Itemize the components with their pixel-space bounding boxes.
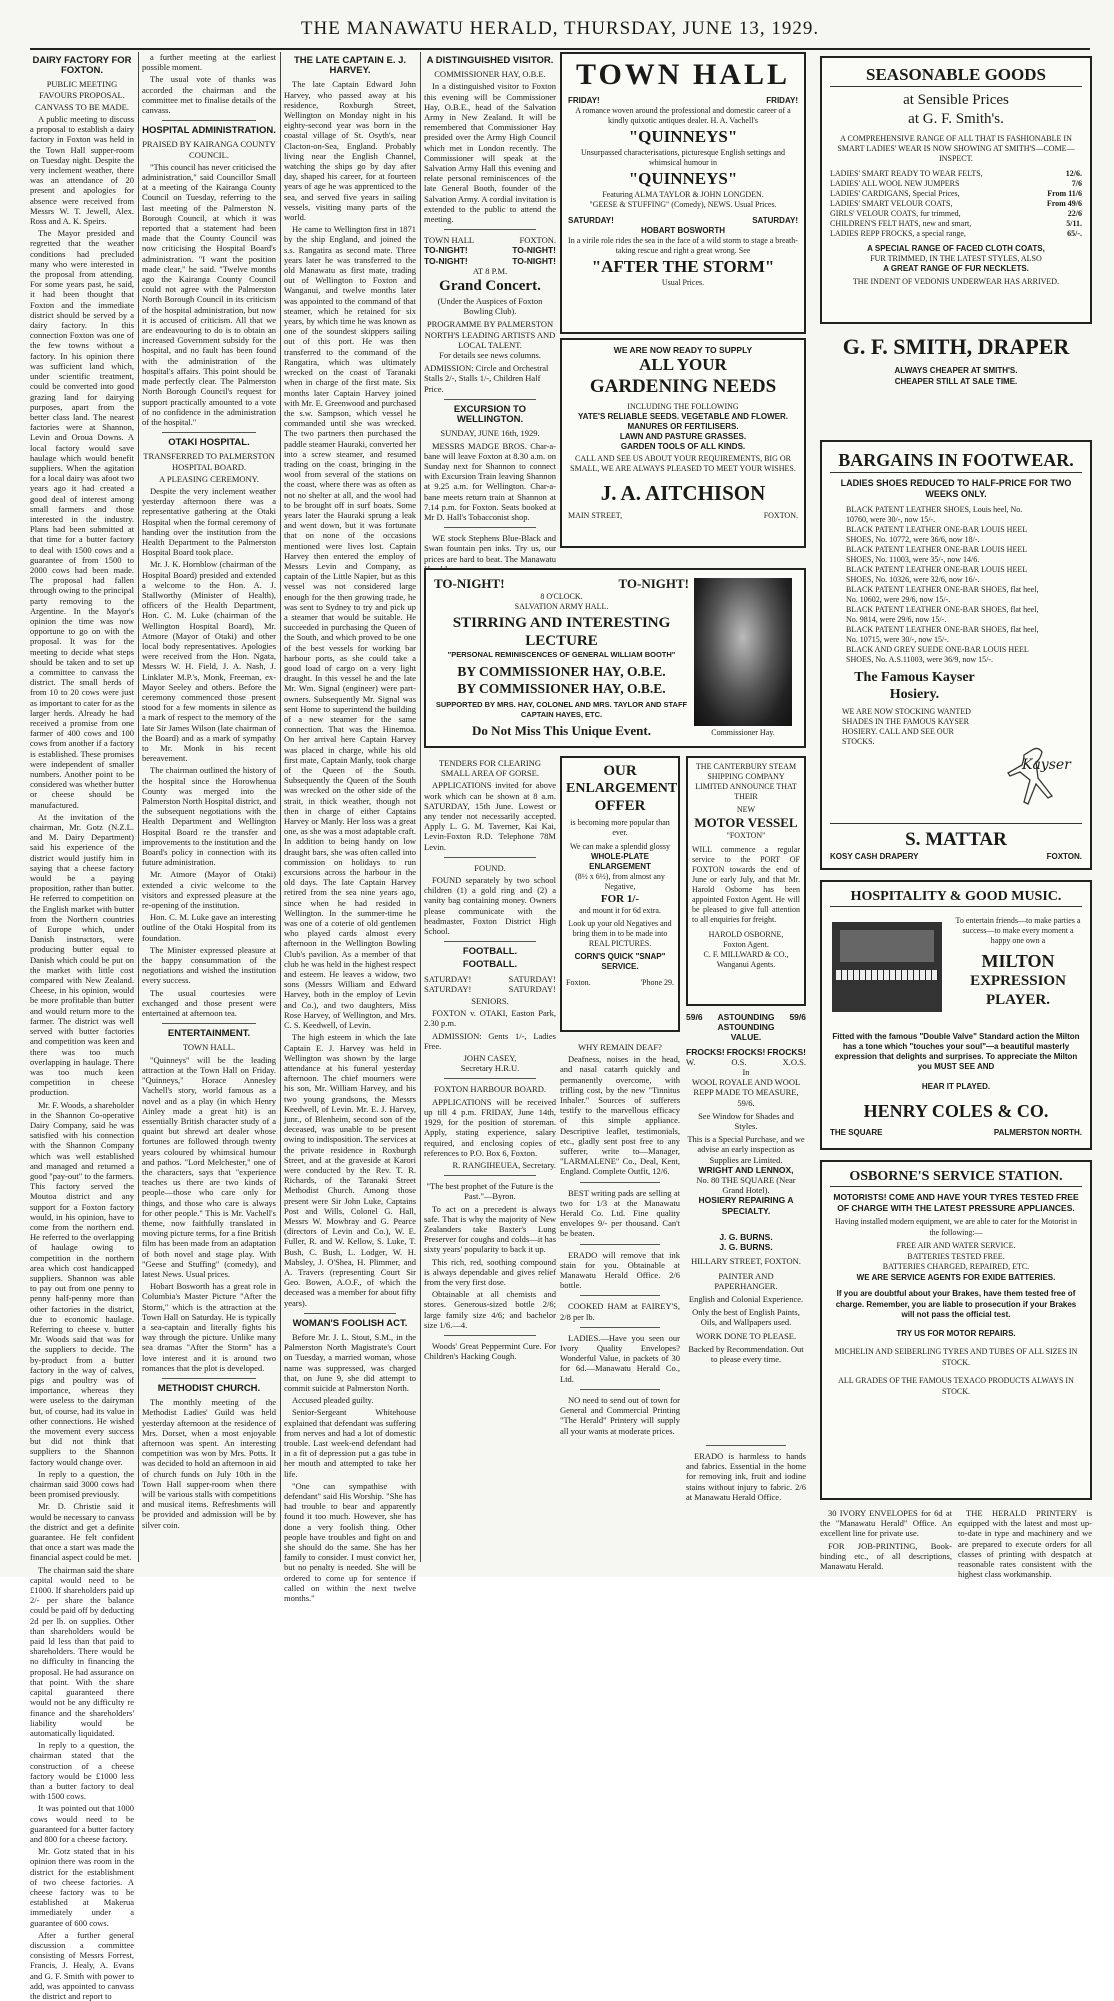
paragraph: Before Mr. J. L. Stout, S.M., in the Palmerston North Magistrate's Court on Tuesday, a married woman, whose name was suppressed, was charged that, on June 9, she did attempt to commit suicide at Palmerston North. bbox=[284, 1331, 416, 1393]
size: W. bbox=[686, 1056, 696, 1067]
separator bbox=[444, 1335, 536, 1336]
ad-headline: SEASONABLE GOODS bbox=[830, 64, 1082, 87]
column-rule bbox=[280, 52, 281, 1562]
size: X.O.S. bbox=[782, 1056, 806, 1067]
ad-line: A SPECIAL RANGE OF FACED CLOTH COATS, bbox=[867, 244, 1045, 253]
separator bbox=[162, 1023, 256, 1024]
signature: C. F. MILLWARD & CO., bbox=[703, 950, 789, 959]
ad-line: ALL GRADES OF THE FAMOUS TEXACO PRODUCTS ALWAYS IN STOCK. bbox=[838, 1376, 1074, 1396]
seasonable-goods-ad bbox=[820, 56, 1092, 324]
subheadline: TOWN HALL. bbox=[182, 1042, 236, 1053]
paragraph: Accused pleaded guilty. bbox=[292, 1395, 374, 1406]
tonight: TO-NIGHT! bbox=[512, 255, 556, 266]
signature: JOHN CASEY, bbox=[463, 1053, 517, 1064]
ad-headline: MOTOR VESSEL bbox=[694, 815, 798, 830]
quote: "The best prophet of the Future is the Past."—Byron. bbox=[426, 1181, 554, 1202]
town: FOXTON. bbox=[1046, 852, 1082, 861]
envelope-notice bbox=[820, 1508, 952, 1572]
merchant-name: G. F. SMITH, DRAPER bbox=[842, 334, 1070, 359]
paragraph: Deafness, noises in the head, and nasal catarrh quickly and permanently overcome, with trifling cost, by the new "Tinnitus Inhaler." Sources of sufferers testify to the marvellous efficacy of this simple appliance. Descriptive leaflet, testimonials, etc., gladly sent post free to any sufferer, write to—Manager, "LARMALENE" Co., Deal, Kent, England. Complete Outfit, 12/6. bbox=[560, 1054, 680, 1177]
separator bbox=[162, 120, 256, 121]
paragraph: Hobart Bosworth has a great role in Columbia's Master Picture "After the Storm," which is the attraction at the Town Hall on Saturday. He is typically a sea-captain and literally fights his way through the picture. Unlike many sea dramas "After the Storm" has a love interest and it is around two romances that the plot is developed. bbox=[142, 1281, 276, 1373]
film-intro: A romance woven around the professional and domestic career of a kindly quixotic antiques dealer. H. A. Vachell's bbox=[575, 106, 791, 125]
subheadline: PRAISED BY KAIRANGA COUNTY COUNCIL. bbox=[142, 139, 276, 160]
separator bbox=[444, 857, 536, 858]
list-item: BLACK PATENT LEATHER ONE-BAR SHOES, flat heel, No. 10602, were 29/6, now 15/-. bbox=[846, 585, 1039, 604]
headline: DAIRY FACTORY FOR FOXTON. bbox=[32, 55, 132, 77]
signature: Secretary H.R.U. bbox=[460, 1063, 520, 1074]
list-item: BLACK PATENT LEATHER ONE-BAR LOUIS HEEL SHOES, No. 10326, were 32/6, now 16/-. bbox=[846, 565, 1027, 584]
ad-line: CORN'S QUICK "SNAP" SERVICE. bbox=[574, 952, 666, 971]
concert-ad bbox=[424, 235, 556, 394]
signature: HAROLD OSBORNE, bbox=[708, 930, 784, 939]
product-name: EXPRESSION bbox=[970, 973, 1066, 989]
paragraph: FOR JOB-PRINTING, Book-binding etc., of all descriptions, Manawatu Herald. bbox=[820, 1540, 952, 1572]
ad-line: KOSY CASH DRAPERY bbox=[830, 852, 919, 861]
headline: A DISTINGUISHED VISITOR. bbox=[426, 55, 554, 66]
film-title: "QUINNEYS" bbox=[628, 127, 738, 146]
ad-line: GARDEN TOOLS OF ALL KINDS. bbox=[620, 442, 746, 451]
saturday: SATURDAY! bbox=[752, 216, 798, 225]
ad-line: In bbox=[742, 1067, 750, 1078]
column-4-bottom bbox=[424, 756, 556, 1566]
ad-line: THE INDENT OF VEDONIS UNDERWEAR HAS ARRIVED. bbox=[852, 277, 1060, 286]
ad-line: CALL AND SEE US ABOUT YOUR REQUIREMENTS, BIG OR SMALL, WE ARE ALWAYS PLEASED TO MEET YOUR WISHES. bbox=[570, 454, 796, 473]
column-3 bbox=[284, 52, 416, 1604]
ad-line: WE ARE SERVICE AGENTS FOR EXIDE BATTERIES. bbox=[856, 1272, 1056, 1282]
ad-line: BATTERIES TESTED FREE. bbox=[907, 1251, 1005, 1261]
subheadline: A PLEASING CEREMONY. bbox=[159, 473, 259, 484]
ad-line: WHOLE-PLATE ENLARGEMENT bbox=[589, 852, 651, 871]
signature: Wanganui Agents. bbox=[716, 960, 776, 969]
paragraph: a further meeting at the earliest possible moment. bbox=[142, 52, 276, 73]
paragraph: To act on a precedent is always safe. That is why the majority of New Zealanders take Baxter's Lung Preserver for coughs and colds—it has sixty years' popularity to back it up. bbox=[424, 1203, 556, 1255]
ad-line: If you are doubtful about your Brakes, have them tested free of charge. Remember, you are liable to prosecution if your Brakes will not pass the official test. bbox=[835, 1289, 1077, 1319]
film-featuring: Featuring ALMA TAYLOR & JOHN LONGDEN. bbox=[602, 190, 764, 199]
list-item: BLACK PATENT LEATHER SHOES, Louis heel, No. 10760, were 30/-, now 15/-. bbox=[846, 505, 1023, 524]
subheadline: SENIORS. bbox=[471, 996, 509, 1007]
film-star: HOBART BOSWORTH bbox=[641, 226, 725, 235]
ad-line: HEAR IT PLAYED. bbox=[921, 1082, 991, 1091]
draper-footer bbox=[820, 324, 1092, 414]
product-name: PLAYER. bbox=[985, 992, 1051, 1008]
ad-line: Fitted with the famous "Double Valve" Standard action the Milton has a tone which "touches your soul"—a beautiful masterly expression that delights and surprises. To appreciate the Milton you MUST SEE AND bbox=[832, 1032, 1080, 1071]
ad-line: WE ARE NOW READY TO SUPPLY bbox=[613, 345, 753, 355]
price-item: LADIES REPP FROCKS, a special range, 65/-. bbox=[830, 229, 1082, 238]
ad-line: YATE'S RELIABLE SEEDS. VEGETABLE AND FLOWER. bbox=[578, 412, 788, 421]
paragraph: "This council has never criticised the administration," said Councillor Small at a meeting of the Kairanga County Council on Tuesday, referring to the last meeting of the Palmerston N. Borough Council, at which it was reported that a statement had been made that the County Council was now criticising the Hospital Board's administration. "I want the position made clear," he said. "Twelve months ago the Kairanga County Council could not agree with the Palmerston North Borough Council in its criticism of the hospital administration, but now it is accused of criticism. All that we are endeavouring to do is to obtain an increased Government subsidy for the hospital, and no fault has been found with the administration of the hospital's affairs. This point should be made perfectly clear. The Palmerston North Borough Council's request for support practically amounted to a vote of no confidence in the administration of the hospital." bbox=[142, 161, 276, 427]
paragraph: The chairman said the share capital would need to be £1000. If shareholders paid up 2/- per share the balance could be paid off by deducting 2d per lb. on supplies. Other than shareholders would be paid ld less than that paid to shareholders. There would be no difficulty in financing the proposal. He had assurance on that point. With the share capital guaranteed there would not be any difficulty re finance and the shareholders' liability would be automatically liquidated. bbox=[30, 1564, 134, 1738]
ad-line: FUR TRIMMED, IN THE LATEST STYLES, ALSO bbox=[870, 254, 1042, 263]
ad-line: FREE AIR AND WATER SERVICE. bbox=[896, 1241, 1016, 1250]
paragraph: He came to Wellington first in 1871 by the ship England, and joined the s.s. Rangatira as second mate. Three years later he was transferred to the old Manawatu as first mate, trading out of Wellington to Foxton and Wanganui, and twelve months later was appointed to the command of that steamer, which he retained for six years, by which time he was known as one of the soundest skippers sailing out of this port. He was then transferred to the command of the Rangatira, which was ultimately wrecked on the coast of Taranaki when in charge of the first mate. Six months later Captain Harvey joined with Mr. E. Greenwood and purchased the s.w. Sampson, which vessel he commanded until she was wrecked. The two partners then purchased the paddle steamer Hauraki, converted her into a screw steamer, and resumed trading on the coast, bringing in the wool from several of the stations on the coast, where there was as often as not no shelter at all, and the wool had to be brought off in surf boats. Some years later the Hauraki sprung a leak and went down, but it was fortunate that on none of the occasions mentioned were lives lost. Captain Harvey then entered the employ of Messrs Levin and Company, as captain of the Little Napier, but as this vessel was not considered large enough for the then growing trade, he was sent to Sydney to try and pick up a steamer that would be suitable. He succeeded in purchasing the Queen of the South, and which proved to be one of the best vessels for working bar harbour ports, as she could take a good load of cargo on a very light draught. In this vessel he and the late Mr. Wm. Signal (engineer) were part-owners. Subsequently Mr. Signal was sent Home to superintend the building of a new steamer for the same connection. That was the Hinemoa. On her arrival here Captain Harvey was placed in charge, while his old first mate, Captain Manly, took charge of the Queen of the South. Subsequently the Queen of the South was wrecked on the other side of the strait, in thick weather, though not then in charge of either Captains Harvey or Manly. Her loss was a great one, as she was a most adaptable craft. In addition to being handy on low draught bars, she was often called into commission on holidays to run excursions across the harbour in the old days. The late Captain Harvey retired from the sea nine years ago, since when he had resided in Wellington. In the summer-time he was one of a coterie of old gentlemen who played cards almost every afternoon in the Wellington Bowling Club's pavilion. As a member of that club he was held in the highest respect and esteem. He leaves a widow, two sons (Messrs William and Edward Harvey, both in the employ of Levin and Co.), and two daughters, Miss Rose Harvey, of Wellington, and Mrs. C. S. Keedwell, of Levin. bbox=[284, 224, 416, 1031]
signature: Foxton Agent. bbox=[723, 940, 769, 949]
portrait-commissioner-hay bbox=[694, 578, 792, 726]
lecture-venue: SALVATION ARMY HALL. bbox=[514, 602, 609, 611]
shoe-list bbox=[830, 505, 1046, 665]
ad-line: and mount it for 6d extra. bbox=[579, 906, 661, 915]
ad-line: INCLUDING THE FOLLOWING bbox=[627, 402, 739, 411]
lecture-speaker: BY COMMISSIONER HAY, O.B.E. bbox=[457, 681, 666, 696]
tonight: TO-NIGHT! bbox=[618, 576, 689, 591]
ad-line: This is a Special Purchase, and we advise an early inspection as Supplies are Limited. bbox=[687, 1134, 805, 1165]
film-title: "AFTER THE STORM" bbox=[591, 257, 775, 276]
paragraph: The late Captain Edward John Harvey, who passed away at his residence, Roxburgh Street, Wellington on Monday night in his eighty-second year was born in the coastal village of St. Osyth's, near Clacton-on-Sea, England. Probably living near the English Channel, watching the ships go by day after day, shaped his career, for at fourteen years of age he was apprenticed to the sea, and served five years in sailing vessels, visiting many parts of the world. bbox=[284, 79, 416, 223]
column-rule bbox=[420, 52, 421, 1562]
ad-headline: OUR bbox=[603, 763, 637, 779]
separator bbox=[444, 1175, 536, 1176]
concert-programme: PROGRAMME BY PALMERSTON NORTH'S LEADING ARTISTS AND LOCAL TALENT. bbox=[424, 319, 556, 350]
address: THE SQUARE bbox=[830, 1128, 883, 1137]
concert-auspices: (Under the Auspices of Foxton Bowling Club). bbox=[437, 296, 543, 317]
saturday: SATURDAY! bbox=[568, 216, 614, 225]
ad-headline: HOSPITALITY & GOOD MUSIC. bbox=[830, 888, 1082, 907]
subheadline: SUNDAY, JUNE 16th, 1929. bbox=[440, 428, 540, 439]
price: 59/6 bbox=[686, 1012, 703, 1022]
ad-headline: GARDENING NEEDS bbox=[589, 376, 777, 397]
headline: FOXTON HARBOUR BOARD. bbox=[433, 1084, 546, 1095]
price-list bbox=[830, 169, 1082, 239]
tonight: TO-NIGHT! bbox=[424, 255, 468, 266]
paragraph: ADMISSION: Gents 1/-, Ladies Free. bbox=[424, 1030, 556, 1051]
ad-line: WOOL ROYALE AND WOOL REPP MADE TO MEASURE, 59/6. bbox=[691, 1077, 801, 1108]
portrait-caption: Commissioner Hay. bbox=[711, 728, 775, 737]
separator bbox=[580, 1182, 660, 1183]
lecture-time: 8 O'CLOCK. bbox=[540, 592, 583, 601]
paragraph: APPLICATIONS will be received up till 4 p.m. FRIDAY, June 14th, 1929, for the position of storeman. Apply, stating experience, salary required, and enclosing copies of references to P.O. Box 6, Foxton. bbox=[424, 1096, 556, 1158]
paragraph: The high esteem in which the late Captain E. J. Harvey was held in Wellington was shown by the large attendance at his funeral yesterday afternoon. The chief mourners were his son, Mr. William Harvey, and his two young grandsons, the Messrs Keedwell, of Levin. Mr. E. J. Harvey, junr., of Blenheim, second son of the deceased, was unable to be present owing to indisposition. The services at the private residence in Roxburgh Street, and at the graveside at Karori were conducted by the Rev. T. R. Richards, of the Taranaki Street Methodist Church. Among those present were Sir John Luke, Captains Post and Wills, Colonel G. Hall, Messrs W. Mowbray and G. Pearce (directors of Levin and Co.), W. E. Fuller, R. and W. Kellow, S. Luke, T. Bush, C. Bush, L. Lodger, W. H. Mabsley, J. O'Shea, H. Plimmer, and A. Travers (representing Court Sir Geo. Bowen, A.O.F., of which the deceased was a member for about fifty years). bbox=[284, 1032, 416, 1308]
film-title: "QUINNEYS" bbox=[628, 169, 738, 188]
gardening-ad bbox=[560, 338, 806, 548]
paragraph: THE HERALD PRINTERY is equipped with the latest and most up-to-date in type and machinery and we are prepared to execute orders for all classes of printing with despatch at reasonable rates consistent with the highest class workmanship. bbox=[958, 1508, 1092, 1580]
ad-line: CHEAPER STILL AT SALE TIME. bbox=[894, 377, 1018, 386]
masthead: THE MANAWATU HERALD, THURSDAY, JUNE 13, 1929. bbox=[30, 18, 1090, 50]
saturday: SATURDAY! bbox=[424, 983, 472, 994]
paragraph: Senior-Sergeant Whitehouse explained that defendant was suffering from nerves and had a lot of domestic trouble. Last week-end defendant had in a fit of depression put a gas tube in her mouth and attempted to take her life. bbox=[284, 1407, 416, 1479]
headline: FOOTBALL. bbox=[462, 959, 518, 971]
lecture-headline: STIRRING AND INTERESTING bbox=[452, 615, 671, 631]
footwear-ad bbox=[820, 440, 1092, 870]
paragraph: The usual vote of thanks was accorded the chairman and the committee met to finalise details of the canvass. bbox=[142, 74, 276, 116]
paragraph: After a further general discussion a committee consisting of Messrs Forrest, Francis, J. Healy, A. Evans and G. F. Smith with power to add, was appointed to canvass the district and report to bbox=[30, 1929, 134, 2001]
painter-ad bbox=[686, 1232, 806, 1432]
ad-line: ASTOUNDING bbox=[717, 1012, 775, 1022]
paragraph: In reply to a question, the chairman stated that the construction of a cheese factory would be £1000 less than a butter factory to deal with 1500 cows. bbox=[30, 1740, 134, 1802]
paragraph: Mr. D. Christie said it would be necessary to canvass the district and get a definite guarantee. He felt confident that once a start was made the financial aspect could be met. bbox=[30, 1501, 134, 1563]
ad-line: FROCKS! bbox=[686, 1046, 725, 1057]
ad-line: Only the best of English Paints, Oils, and Wallpapers used. bbox=[692, 1307, 800, 1328]
town-hall-ad bbox=[560, 52, 806, 334]
paragraph: WE stock Stephens Blue-Black and Swan fountain pen inks. Try us, our prices are hard to beat. The Manawatu bbox=[424, 533, 556, 564]
music-ad bbox=[820, 880, 1092, 1150]
price-item: CHILDREN'S FELT HATS, new and smart, 5/11. bbox=[830, 219, 1082, 228]
friday: FRIDAY! bbox=[766, 96, 798, 105]
column-5-bottom bbox=[560, 1040, 680, 1560]
ad-headline: OFFER bbox=[594, 798, 646, 814]
ad-line: WORK DONE TO PLEASE. bbox=[695, 1330, 797, 1341]
enlargement-ad bbox=[560, 756, 680, 1032]
saturday: SATURDAY! bbox=[424, 973, 472, 984]
separator bbox=[444, 399, 536, 400]
separator bbox=[162, 1378, 256, 1379]
column-4 bbox=[424, 52, 556, 652]
ad-line: NEW bbox=[736, 805, 756, 814]
town: Foxton. bbox=[566, 978, 591, 987]
headline: WHY REMAIN DEAF? bbox=[578, 1042, 662, 1052]
subheadline: COMMISSIONER HAY, O.B.E. bbox=[434, 69, 546, 80]
tonight: TO-NIGHT! bbox=[512, 245, 556, 256]
list-item: BLACK PATENT LEATHER ONE-BAR SHOES, flat heel, No. 9814, were 29/6, now 15/-. bbox=[846, 605, 1039, 624]
ad-line: PAINTER AND PAPERHANGER. bbox=[714, 1270, 778, 1291]
separator bbox=[444, 229, 536, 230]
printery-notice bbox=[958, 1508, 1092, 1580]
price-item: LADIES' ALL WOOL NEW JUMPERS 7/6 bbox=[830, 179, 1082, 188]
ad-line: MANURES OR FERTILISERS. bbox=[627, 422, 739, 431]
ad-line: ASTOUNDING bbox=[717, 1022, 775, 1033]
ad-line: FROCKS! bbox=[726, 1046, 766, 1057]
paragraph: "One can sympathise with defendant" said His Worship. "She has had trouble to bear and apparently found it too much. However, she has done a very foolish thing. Other people have troubles and fight on and she should do the same. She has her family to consider. I must convict her, but no penalty is needed. She will be ordered to come up for sentence if called on within the next twelve months." bbox=[284, 1480, 416, 1604]
subheadline: TRANSFERRED TO PALMERSTON HOSPITAL BOARD. bbox=[143, 451, 275, 472]
headline: ENTERTAINMENT. bbox=[167, 1028, 251, 1040]
lecture-support: SUPPORTED BY MRS. HAY, COLONEL AND MRS. TAYLOR AND STAFF CAPTAIN HAYES, ETC. bbox=[435, 700, 688, 719]
lecture-ad bbox=[424, 568, 806, 748]
friday: FRIDAY! bbox=[568, 96, 600, 105]
paragraph: APPLICATIONS invited for above work which can be shown at 8 a.m. SATURDAY, 15th June. Lowest or any tender not necessarily accepted. Apply L. G. M. Taverner, Kai Kai, Levin-Foxton R.D. Telephone 78M Levin. bbox=[424, 780, 556, 852]
column-rule bbox=[138, 52, 139, 1562]
paragraph: A public meeting to discuss a proposal to establish a dairy factory in Foxton was held in the Town Hall supper-room on Tuesday night. Despite the very inclement weather, there was an attendance of 20 present and apologies for absence were received from Messrs W. T. Jewell, Alex. Ross and A. K. Speirs. bbox=[30, 114, 134, 227]
ad-line: (8½ x 6½), from almost any Negative, bbox=[575, 872, 665, 891]
ad-line: LADIES SHOES REDUCED TO HALF-PRICE FOR TWO WEEKS ONLY. bbox=[840, 478, 1072, 499]
kayser-signature: Kayser bbox=[1022, 757, 1071, 773]
separator bbox=[580, 1244, 660, 1245]
lecture-speaker: BY COMMISSIONER HAY, O.B.E. bbox=[457, 664, 666, 679]
price-item: LADIES' CARDIGANS, Special Prices, From 11/6 bbox=[830, 189, 1082, 198]
ad-line: English and Colonial Experience. bbox=[688, 1294, 804, 1305]
paragraph: Mr. Gotz stated that in his opinion there was room in the district for the establishment of two cheese factories. A cheese factory was to be established at Makerua immediately under a guarantee of 600 cows. bbox=[30, 1846, 134, 1928]
headline: WOMAN'S FOOLISH ACT. bbox=[292, 1317, 408, 1329]
paragraph: "Quinneys" will be the leading attraction at the Town Hall on Friday. "Quinneys," Horace Annesley Vachell's story, world famous as a novel and as a play (in which Henry Ainley made a great hit) is an essentially British character study of a quaint but shrewd art dealer whose fortunes are followed through twenty years coloured by whimsical humour and pathos. "Lord Melchester," one of the characters, says that "experience teaches us there are two kinds of people—those who care only for things, and those who care is always for other people." This is Mr. Vachell's theme, now faithfully translated in moving picture terms, for a fine British film has been made from an adaptation of both novel and stage play. With "Geese and Stuffing" (comedy), and latest News. Usual prices. bbox=[142, 1054, 276, 1279]
price: 59/6 bbox=[789, 1012, 806, 1022]
town: FOXTON. bbox=[519, 235, 556, 246]
price-item: LADIES' SMART VELOUR COATS, From 49/6 bbox=[830, 199, 1082, 208]
motor-vessel-ad bbox=[686, 756, 806, 1006]
column-2 bbox=[142, 52, 276, 1562]
ad-headline: BARGAINS IN FOOTWEAR. bbox=[830, 448, 1082, 473]
address: No. 80 THE SQUARE (Near Grand Hotel). bbox=[696, 1175, 796, 1196]
list-item: BLACK PATENT LEATHER ONE-BAR LOUIS HEEL SHOES, No. 11003, were 35/-, now 14/6. bbox=[846, 545, 1027, 564]
headline: OTAKI HOSPITAL. bbox=[168, 437, 250, 449]
ad-line: ALWAYS CHEAPER AT SMITH'S. bbox=[894, 366, 1018, 375]
saturday: SATURDAY! bbox=[508, 983, 556, 994]
ad-line: LAWN AND PASTURE GRASSES. bbox=[619, 432, 747, 441]
street: MAIN STREET, bbox=[568, 511, 623, 520]
paragraph: Woods' Great Peppermint Cure. For Children's Hacking Cough. bbox=[424, 1340, 556, 1362]
ad-line: Backed by Recommendation. Out to please every time. bbox=[688, 1343, 804, 1365]
headline: FOOTBALL. bbox=[462, 946, 518, 958]
paragraph: FOXTON v. OTAKI, Easton Park, 2.30 p.m. bbox=[424, 1008, 556, 1029]
ad-headline: ENLARGEMENT bbox=[566, 781, 678, 796]
film-desc: In a virile role rides the sea in the face of a wild storm to stage a breath-taking rescue and right a great wrong. See bbox=[568, 236, 798, 255]
separator bbox=[444, 527, 536, 528]
paragraph: It was pointed out that 1000 cows would need to be guaranteed for a butter factory and 800 for a cheese factory. bbox=[30, 1803, 134, 1844]
ad-headline: The Famous Kayser Hosiery. bbox=[854, 670, 975, 702]
list-item: BLACK AND GREY SUEDE ONE-BAR LOUIS HEEL SHOES, No. A.S.11003, were 36/9, now 15/-. bbox=[846, 645, 1029, 664]
paragraph: Mr. J. K. Hornblow (chairman of the Hospital Board) presided and extended a welcome to the Hon. A. J. Stallworthy (Minister of Health), officers of the Health Department, Hon. C. M. Luke (chairman of the Wellington Hospital Board), Mr. Atmore (Mayor of Otaki) and other local body representatives. Apologies were received from the Hon. Ngata, Messrs W. H. Field, J. A. Nash, J. Linklater M.P.'s, Monk, Freeman, ex-Mayor Seeley and others. Before the ceremony commenced those present stood for a few moments in silence as a mark of respect to the memory of the late Sir James Wilson (late chairman of the Board) and as a mark of sympathy to Mr. Monk in his recent bereavement. bbox=[142, 559, 276, 764]
paragraph: At the invitation of the chairman, Mr. Gotz (N.Z.L. and M. Dairy Department) said his experience of the district would justify him in saying that a cheese factory would be a paying proposition, rather than butter. He referred to competition on the English market with butter from the Northern countries of Europe which, under Danish instructors, were producing butter equal to Danish which could be put on the market with little cost compared with New Zealand. Cheese, in his opinion, would be more profitable than butter and would return more to the farmer. The district was well served with butter factories and competition was keen and there was too much overlapping in haulage. There was too much keen competition in cheese production. bbox=[30, 811, 134, 1098]
ad-line: MICHELIN AND SEIBERLING TYRES AND TUBES OF ALL SIZES IN STOCK. bbox=[834, 1347, 1078, 1367]
paragraph: Obtainable at all chemists and stores. Generous-sized bottle 2/6; large family size 4/6; and bachelor size 1/6.—4. bbox=[424, 1289, 556, 1330]
film-desc: Unsurpassed characterisations, picturesque English settings and whimsical humour in bbox=[581, 148, 785, 167]
prices: Usual Prices. bbox=[661, 278, 705, 287]
ad-line: ALL YOUR bbox=[639, 355, 727, 374]
tonight: TO-NIGHT! bbox=[424, 245, 468, 256]
ad-line: at G. F. Smith's. bbox=[908, 111, 1004, 127]
signature: R. RANGIHEUEA, Secretary. bbox=[452, 1159, 556, 1170]
ad-line: Having installed modern equipment, we are able to cater for the Motorist in the following:— bbox=[835, 1217, 1077, 1237]
separator bbox=[580, 1327, 660, 1328]
ad-headline: OSBORNE'S SERVICE STATION. bbox=[830, 1168, 1082, 1187]
separator bbox=[706, 1445, 786, 1446]
ad-line: We can make a splendid glossy bbox=[570, 842, 670, 851]
subheadline: CANVASS TO BE MADE. bbox=[35, 101, 129, 112]
size: O.S. bbox=[731, 1056, 747, 1067]
paragraph: In a distinguished visitor to Foxton this evening will be Commissioner Hay, O.B.E., head of the Salvation Army in New Zealand. It will be remembered that Commissioner Hay presided over the Army High Council which met in London recently. The Commissioner will speak at the Salvation Army Hall this evening and relate personal reminiscences of the late General Booth, founder of the Salvation Army. A cordial invitation is extended to the public to attend the meeting. bbox=[424, 81, 556, 225]
separator bbox=[444, 941, 536, 942]
paragraph: BEST writing pads are selling at two for 1/3 at the Manawatu Herald Co. Ltd. Fine quality envelopes 9/- per thousand. Can't be beaten. bbox=[560, 1187, 680, 1239]
paragraph: In reply to a question, the chairman said 3000 cows had been promised previously. bbox=[30, 1468, 134, 1500]
ad-title: TOWN HALL bbox=[576, 58, 790, 91]
headline: FOUND. bbox=[474, 862, 506, 873]
ad-line: Look up your old Negatives and bring them in to be made into REAL PICTURES. bbox=[568, 919, 672, 948]
ad-line: is becoming more popular than ever. bbox=[570, 818, 670, 837]
ad-line: FROCKS! bbox=[767, 1046, 806, 1057]
ad-line: MOTORISTS! COME AND HAVE YOUR TYRES TESTED FREE OF CHARGE WITH THE LATEST PRESSURE APPLIANCES. bbox=[833, 1192, 1079, 1213]
separator bbox=[162, 432, 256, 433]
saturday: SATURDAY! bbox=[508, 973, 556, 984]
paragraph: NO need to send out of town for General and Commercial Printing "The Herald" Printery will supply all your wants at moderate prices. bbox=[560, 1394, 680, 1436]
ad-line: TRY US FOR MOTOR REPAIRS. bbox=[896, 1328, 1016, 1338]
ad-line: A GREAT RANGE OF FUR NECKLETS. bbox=[883, 264, 1029, 273]
merchant-name: HENRY COLES & CO. bbox=[863, 1101, 1049, 1121]
price: FOR 1/- bbox=[600, 893, 640, 905]
ad-line: See Window for Shades and Styles. bbox=[698, 1110, 794, 1132]
paragraph: Hon. C. M. Luke gave an interesting outline of the Otaki Hospital from its foundation. bbox=[142, 912, 276, 943]
separator bbox=[580, 1389, 660, 1390]
article-dairy-factory bbox=[30, 52, 134, 2001]
service-station-ad bbox=[820, 1160, 1092, 1500]
paragraph: Mr. Atmore (Mayor of Otaki) extended a civic welcome to the visitors and expressed pleasure at the re-opening of the institution. bbox=[142, 869, 276, 911]
ad-line: BATTERIES CHARGED, REPAIRED, ETC. bbox=[882, 1262, 1030, 1271]
merchant-name: S. MATTAR bbox=[905, 829, 1007, 850]
lecture-subtitle: "PERSONAL REMINISCENCES OF GENERAL WILLIAM BOOTH" bbox=[447, 650, 676, 659]
ad-line: To entertain friends—to make parties a success—to make every moment a happy one own a bbox=[955, 916, 1081, 945]
separator bbox=[580, 1295, 660, 1296]
address: HILLARY STREET, FOXTON. bbox=[691, 1256, 801, 1267]
price-item: GIRLS' VELOUR COATS, fur trimmed, 22/6 bbox=[830, 209, 1082, 218]
ad-line: THE CANTERBURY STEAM SHIPPING COMPANY LIMITED ANNOUNCE THAT THEIR bbox=[695, 762, 797, 801]
separator bbox=[444, 1078, 536, 1079]
player-piano-illustration bbox=[832, 922, 942, 1012]
concert-admission: ADMISSION: Circle and Orchestral Stalls 2/-, Stalls 1/-, Children Half Price. bbox=[424, 363, 549, 394]
headline: TENDERS FOR CLEARING SMALL AREA OF GORSE. bbox=[438, 758, 541, 779]
ad-line: at Sensible Prices bbox=[903, 92, 1009, 108]
merchant-name: J. A. AITCHISON bbox=[600, 481, 766, 505]
headline: EXCURSION TO WELLINGTON. bbox=[453, 403, 527, 426]
subheadline: PUBLIC MEETING FAVOURS PROPOSAL. bbox=[39, 79, 125, 100]
merchant-name: J. G. BURNS. bbox=[719, 1242, 773, 1253]
headline: HOSPITAL ADMINISTRATION. bbox=[142, 125, 276, 137]
phone: 'Phone 29. bbox=[640, 978, 674, 987]
lecture-tagline: Do Not Miss This Unique Event. bbox=[472, 723, 651, 738]
paragraph: Despite the very inclement weather yesterday afternoon there was a representative gathering at the Otaki Hospital when the formal ceremony of handing over the institution from the Health Department to the Palmerston Hospital Board took place. bbox=[142, 485, 276, 558]
paragraph: FOUND separately by two school children (1) a gold ring and (2) a vanity bag containing money. Owners please communicate with the headmaster, Foxton District High School. bbox=[424, 875, 556, 937]
price-item: LADIES' SMART READY TO WEAR FELTS, 12/6. bbox=[830, 169, 1082, 178]
headline: METHODIST CHURCH. bbox=[157, 1382, 261, 1394]
town: PALMERSTON NORTH. bbox=[993, 1128, 1082, 1137]
ad-line: HOSIERY REPAIRING A SPECIALTY. bbox=[698, 1195, 794, 1216]
paragraph: LADIES.—Have you seen our Ivory Quality Envelopes? Wonderful Value, in packets of 30 for 6d.—Manawatu Herald Co., Ltd. bbox=[560, 1332, 680, 1384]
merchant-name: WRIGHT AND LENNOX, bbox=[698, 1164, 794, 1175]
paragraph: The monthly meeting of the Methodist Ladies' Guild was held yesterday afternoon at the residence of Mrs. Dorset, when a most enjoyable afternoon was spent. An interesting competition was won by Mrs. Potts. It was decided to hold an afternoon in aid of church funds on July 10th in the Town Hall supper-room when there will be various stalls with competitions and musical items. Refreshments will be provided and admission will be by silver coin. bbox=[142, 1397, 276, 1530]
separator bbox=[304, 1313, 396, 1314]
lecture-headline: LECTURE bbox=[525, 633, 598, 649]
concert-title: Grand Concert. bbox=[439, 278, 541, 295]
paragraph: The Minister expressed pleasure at the happy consummation of the negotiations and wished the institution every success. bbox=[142, 944, 276, 986]
paragraph: This rich, red, soothing compound is always dependable and gives relief from the very first dose. bbox=[424, 1256, 556, 1287]
ad-line: VALUE. bbox=[730, 1032, 762, 1043]
dancer-illustration bbox=[1002, 742, 1072, 812]
paragraph: ERADO is harmless to hands and fabrics. Essential in the home for removing ink, fruit and iodine stains without injury to fabric. 2/6 at Manawatu Herald Office. bbox=[686, 1451, 806, 1502]
vessel-name: "FOXTON" bbox=[726, 831, 766, 840]
venue: TOWN HALL bbox=[424, 235, 475, 246]
paragraph: WILL commence a regular service to the PORT OF FOXTON towards the end of June or early July, and that Mr. Harold Osborne has been appointed Foxton Agent. He will be pleased to give full attention to all enquiries for freight. bbox=[692, 845, 800, 924]
paragraph: The usual courtesies were exchanged and those present were entertained at afternoon tea. bbox=[142, 987, 276, 1019]
headline: THE LATE CAPTAIN E. J. HARVEY. bbox=[293, 55, 407, 77]
tonight: TO-NIGHT! bbox=[434, 576, 505, 591]
paragraph: 30 IVORY ENVELOPES for 6d at the "Manawatu Herald" Office. An excellent line for private use. bbox=[820, 1508, 952, 1539]
frocks-ad bbox=[686, 1012, 806, 1222]
paragraph: ERADO will remove that ink stain for you. Obtainable at Manawatu Herald Office. 2/6 bottle. bbox=[560, 1249, 680, 1291]
ad-line: A COMPREHENSIVE RANGE OF ALL THAT IS FASHIONABLE IN SMART LADIES' WEAR IS NOW SHOWING AT SMITH'S—COME—INSPECT. bbox=[837, 134, 1075, 163]
town: FOXTON. bbox=[763, 511, 798, 520]
erado-notice bbox=[686, 1440, 806, 1560]
paragraph: Mr. F. Woods, a shareholder in the Shannon Co-operative Dairy Company, said he was satisfied with his connection with the Shannon Company which was well established and managed and returned a good "pay-out" to the farmers. This factory served the Moutoa district and any support for a Foxton factory would, in his opinion, have to come from the northern end. He referred to the overlapping of haulage owing to competition in the northern area which cost handicapped suppliers. Shannon was able to pay out from one penny to penny half-penny more than other factories in the district, due to economic haulage. Referring to cheese v. butter Mr. Woods said that was for the suppliers to decide. The by-product from a butter factory in the way of calves, pigs and poultry was of importance, whereas they were useless to the dairyman but, of course, had its value in other connections. He wished the movement every success but did not think that suppliers to the Shannon factory would change over. bbox=[30, 1099, 134, 1467]
list-item: BLACK PATENT LEATHER ONE-BAR LOUIS HEEL SHOES, No. 10772, were 36/6, now 18/-. bbox=[846, 525, 1027, 544]
list-item: BLACK PATENT LEATHER ONE-BAR SHOES, flat heel, No. 10715, were 30/-, now 15/-. bbox=[846, 625, 1039, 644]
merchant-name: J. G. BURNS. bbox=[719, 1232, 773, 1242]
paragraph: The chairman outlined the history of the hospital since the Horowhenua County was merged into the Palmerston North Hospital district, and the subsequent negotiations with the Health Department and Wellington Hospital Board re the transfer and improvements to the institution and the Board's policy in connection with its future administration. bbox=[142, 765, 276, 868]
product-name: MILTON bbox=[981, 951, 1055, 971]
film-extra: "GEESE & STUFFING" (Comedy), NEWS. Usual Prices. bbox=[589, 200, 777, 209]
paragraph: The Mayor presided and regretted that the weather conditions had precluded many who were interested in the proposal from attending. For some years past, he said, it had been thought that Foxton and the immediate district should be served by a dairy factory. In this connection Foxton was one of the few towns without a factory. In his opinion there was sufficient land which, under scientific treatment, could be converted into good grazing land for dairying purposes, apart from the better class land. The nearest factories were at Shannon, Levin and Oroua Downs. A local factory would save haulage which would benefit suppliers. When the agitation for a local dairy was afoot two years ago it had created a good deal of interest among small farmers and those interested in the industry. Plans had been submitted at that time for a butter factory to deal with 1500 cows and a guarantee of from 1500 to 2000 cows had been made. The proposal had fallen through owing to the principal party removing to the Argentine. In the Mayor's opinion the time was now opportune to go on with the proposal. It was for the meeting to decide what steps should be taken and to set up a committee to canvass the district. The small herds of from 10 to 20 cows were just as important to cater for as the larger herds. Already he had received a promise from one farmer of 400 cows and 100 cows from another if a factory is established. These promises were independent of smaller numbers. Another point to be considered was whether butter or cheese should be manufactured. bbox=[30, 228, 134, 810]
concert-details: For details see news columns. bbox=[439, 350, 541, 361]
concert-time: AT 8 P.M. bbox=[472, 265, 508, 276]
paragraph: MESSRS MADGE BROS. Char-a-bane will leave Foxton at 8.30 a.m. on Sunday next for Shannon to connect with Excursion Train leaving Shannon at 9.25 a.m. for Wellington. Char-a-bane meets return train at Shannon at 7.14 p.m. for Foxton. Seats booked at Mr D. Hall's Tobacconist shop. bbox=[424, 440, 556, 522]
ad-line: WE ARE NOW STOCKING WANTED SHADES IN THE FAMOUS KAYSER HOSIERY. CALL AND SEE OUR STOCKS. bbox=[842, 707, 971, 746]
paragraph: COOKED HAM at FAIREY'S, 2/8 per lb. bbox=[560, 1301, 680, 1322]
